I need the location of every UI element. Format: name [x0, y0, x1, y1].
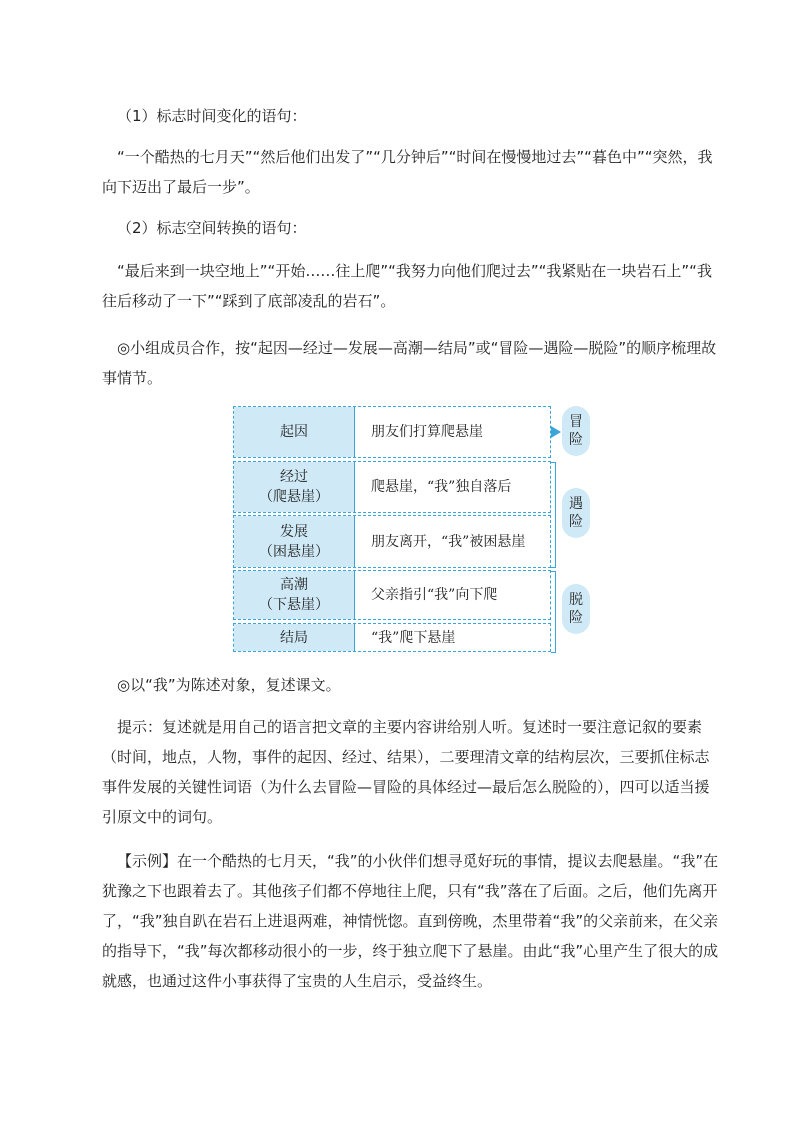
plot-row-subtitle: （困悬崖）	[259, 543, 329, 560]
plot-row-label	[234, 571, 354, 619]
plot-row-desc: 朋友离开，“我”被困悬崖	[354, 516, 550, 567]
stage-adventure	[562, 406, 590, 456]
stage-char: 险	[569, 514, 583, 530]
plot-row-title: 起因	[280, 424, 308, 440]
plot-row-desc: “我”爬下悬崖	[354, 624, 550, 651]
plot-row-subtitle: （爬悬崖）	[259, 489, 329, 505]
plot-row-title: 高潮	[280, 577, 308, 593]
arrow-right-icon	[549, 424, 563, 440]
plot-row-cause	[233, 406, 551, 458]
time-sentences: “一个酷热的七月天”“然后他们出发了”“几分钟后”“时间在慢慢地过去”“暮色中”“突然，我向下迈出了最后一步”。	[102, 148, 713, 196]
plot-row-desc: 爬悬崖，“我”独自落后	[354, 462, 550, 512]
plot-row-label	[234, 407, 354, 457]
plot-row-development	[233, 515, 551, 568]
stage-escape	[562, 584, 590, 634]
task-instruction-retell: ◎以“我”为陈述对象，复述课文。	[117, 676, 341, 694]
plot-row-desc: 父亲指引“我”向下爬	[354, 571, 550, 619]
plot-row-process	[233, 461, 551, 513]
section-heading-time: （1）标志时间变化的语句：	[117, 107, 307, 125]
section-heading-space: （2）标志空间转换的语句：	[117, 219, 307, 237]
hint-paragraph: 提示：复述就是用自己的语言把文章的主要内容讲给别人听。复述时一要注意记叙的要素（时间，地点，人物，事件的起因、经过、结果），二要理清文章的结构层次，三要抓住标志事件发展的关键性词语（为什么去冒险—冒险的具体经过—最后怎么脱险的），四可以适当援引原文中的词句。	[102, 718, 710, 826]
space-sentences: “最后来到一块空地上”“开始……往上爬”“我努力向他们爬过去”“我紧贴在一块岩石上”“我往后移动了一下”“踩到了底部凌乱的岩石”。	[102, 262, 712, 310]
plot-row-label	[234, 462, 354, 512]
plot-row-desc: 朋友们打算爬悬崖	[354, 407, 550, 457]
stage-char: 险	[569, 432, 583, 448]
example-paragraph: 【示例】在一个酷热的七月天，“我”的小伙伴们想寻觅好玩的事情，提议去爬悬崖。“我”在犹豫之下也跟着去了。其他孩子们都不停地往上爬，只有“我”落在了后面。之后，他们先离开了，“我”独自趴在岩石上进退两难，神情恍惚。直到傍晚，杰里带着“我”的父亲前来，在父亲的指导下，“我”每次都移动很小的一步，终于独立爬下了悬崖。由此“我”心里产生了很大的成就感，也通过这件小事获得了宝贵的人生启示，受益终生。	[102, 852, 719, 990]
plot-row-title: 结局	[280, 629, 308, 646]
plot-row-label	[234, 624, 354, 651]
plot-diagram	[233, 406, 593, 652]
stage-char: 脱	[569, 592, 583, 608]
plot-row-subtitle: （下悬崖）	[259, 597, 329, 613]
plot-row-label	[234, 516, 354, 567]
plot-row-climax	[233, 570, 551, 620]
stage-encounter	[562, 488, 590, 538]
plot-row-title: 发展	[280, 523, 308, 540]
plot-row-title: 经过	[280, 469, 308, 485]
stage-char: 遇	[569, 496, 583, 512]
bracket-escape	[551, 571, 556, 653]
stage-char: 险	[569, 610, 583, 626]
task-instruction-plot: ◎小组成员合作，按“起因—经过—发展—高潮—结局”或“冒险—遇险—脱险”的顺序梳理故事情节。	[102, 339, 717, 387]
bracket-encounter	[551, 462, 556, 568]
stage-char: 冒	[569, 414, 583, 430]
plot-row-ending	[233, 623, 551, 652]
